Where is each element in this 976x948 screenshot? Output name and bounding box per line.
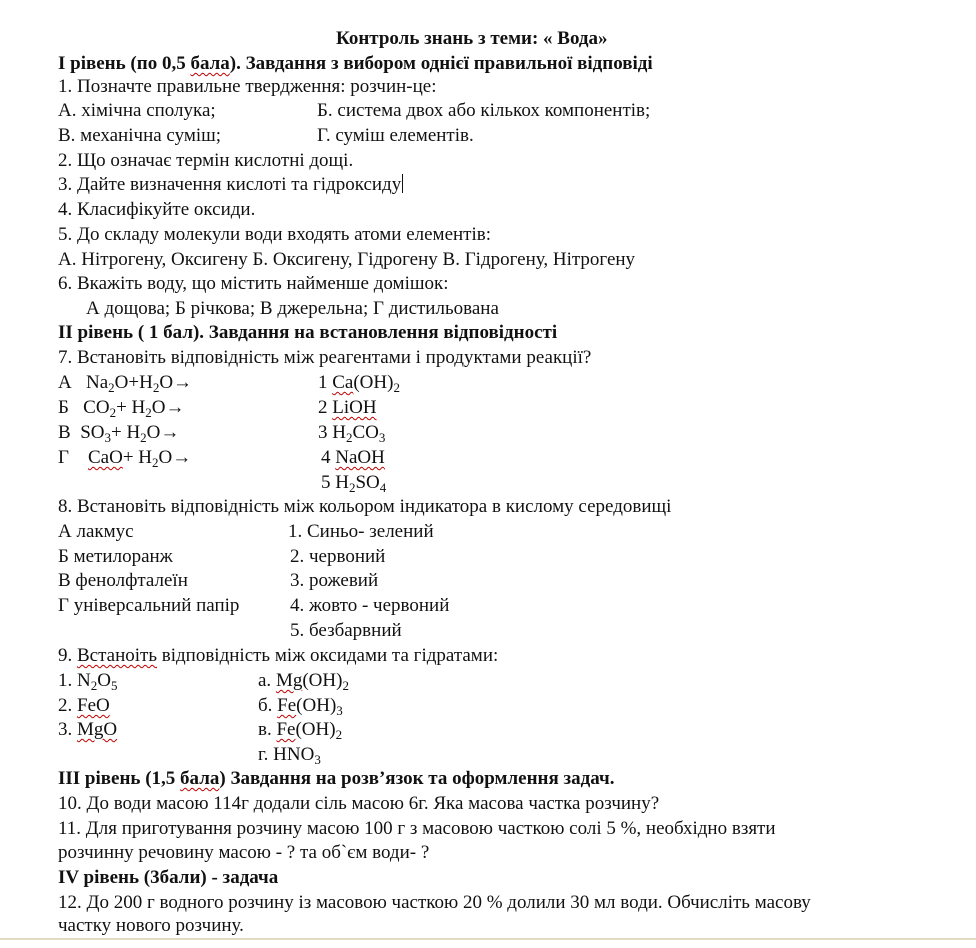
q9-hydrate-v: в. $Fe(OH)_2$ xyxy=(258,719,343,742)
q7-product-3: 3 $H_2CO_3$ xyxy=(318,422,386,445)
q8-indicator-g: Г універсальний папір xyxy=(58,595,240,616)
q1-option-b: Б. система двох або кількох компонентів; xyxy=(317,100,651,121)
bottom-divider xyxy=(0,938,976,940)
q7-product-4: 4 NaOH xyxy=(321,447,385,468)
q7-reaction-v: В $SO_3+ H_2O\to$ xyxy=(58,422,180,445)
q9-hydrate-a: а. $Mg(OH)_2$ xyxy=(258,670,349,693)
q8-color-1: 1. Синьо- зелений xyxy=(288,521,434,542)
q8-color-4: 4. жовто - червоний xyxy=(290,595,450,616)
question-1: 1. Позначте правильне твердження: розчин-це: xyxy=(58,76,437,97)
question-5: 5. До складу молекули води входять атоми елементів: xyxy=(58,224,492,245)
question-12-line-1: 12. До 200 г водного розчину із масовою часткою 20 % долили 30 мл води. Обчисліть масову xyxy=(58,892,811,913)
q8-indicator-a: А лакмус xyxy=(58,521,134,542)
text-cursor xyxy=(402,174,403,193)
q7-reaction-a: А $Na_2O+H_2O\to$ xyxy=(58,372,193,395)
q8-indicator-v: В фенолфталеїн xyxy=(58,570,188,591)
question-11-line-2: розчинну речовину масою - ? та об`єм води- ? xyxy=(58,842,430,863)
q1-option-v: В. механічна суміш; xyxy=(58,125,222,146)
q9-oxide-3: 3. MgO xyxy=(58,719,118,740)
question-11-line-1: 11. Для приготування розчину масою 100 г з масовою часткою солі 5 %, необхідно взяти xyxy=(58,818,776,839)
q8-indicator-b: Б метилоранж xyxy=(58,546,173,567)
level-1-lead: І рівень (по 0,5 xyxy=(58,53,191,74)
question-6: 6. Вкажіть воду, що містить найменше домішок: xyxy=(58,273,449,294)
q1-option-a: А. хімічна сполука; xyxy=(58,100,216,121)
q7-reaction-g: Г $CaO+ H_2O\to$ xyxy=(58,447,192,470)
question-4: 4. Класифікуйте оксиди. xyxy=(58,199,256,220)
q5-options: А. Нітрогену, Оксигену Б. Оксигену, Гідрогену В. Гідрогену, Нітрогену xyxy=(58,249,636,270)
question-3 xyxy=(58,173,403,197)
q7-product-1: 1 $Ca(OH)_2$ xyxy=(318,372,400,395)
level-1-heading xyxy=(58,52,653,76)
level-1-rest: ). Завдання з вибором однієї правильної відповіді xyxy=(229,53,653,74)
level-2-heading: ІІ рівень ( 1 бал). Завдання на встановлення відповідності xyxy=(58,322,558,343)
question-10: 10. До води масою 114г додали сіль масою 6г. Яка масова частка розчину? xyxy=(58,793,660,814)
question-7: 7. Встановіть відповідність між реагентами і продуктами реакції? xyxy=(58,347,592,368)
q9-hydrate-g: г. $HNO_3$ xyxy=(258,744,321,767)
q7-reaction-b: Б $CO_2+ H_2O\to$ xyxy=(58,397,185,420)
q6-options: А дощова; Б річкова; В джерельна; Г дистильована xyxy=(86,298,499,319)
q7-product-5: 5 $H_2SO_4$ xyxy=(321,472,387,495)
q9-oxide-1: 1. $N_2O_5$ xyxy=(58,670,118,693)
question-12-line-2: частку нового розчину. xyxy=(58,915,244,936)
q9-oxide-2: 2. FeO xyxy=(58,695,110,716)
question-9: 9. Встаноіть відповідність між оксидами та гідратами: xyxy=(58,645,499,666)
q1-option-g: Г. суміш елементів. xyxy=(317,125,474,146)
question-8: 8. Встановіть відповідність між кольором індикатора в кислому середовищі xyxy=(58,496,672,517)
q9-hydrate-b: б. $Fe(OH)_3$ xyxy=(258,695,343,718)
q8-color-3: 3. рожевий xyxy=(290,570,379,591)
page-title: Контроль знань з теми: « Вода» xyxy=(336,28,608,49)
level-4-heading: IV рівень (3бали) - задача xyxy=(58,867,279,888)
q8-color-5: 5. безбарвний xyxy=(290,620,402,641)
q7-product-2: 2 LiOH xyxy=(318,397,377,418)
q8-color-2: 2. червоний xyxy=(290,546,386,567)
question-2: 2. Що означає термін кислотні дощі. xyxy=(58,150,354,171)
level-3-heading: ІІІ рівень (1,5 бала) Завдання на розв’язок та оформлення задач. xyxy=(58,768,615,789)
level-1-word: бала xyxy=(190,53,230,74)
question-3-text: 3. Дайте визначення кислоті та гідроксиду xyxy=(58,174,402,195)
